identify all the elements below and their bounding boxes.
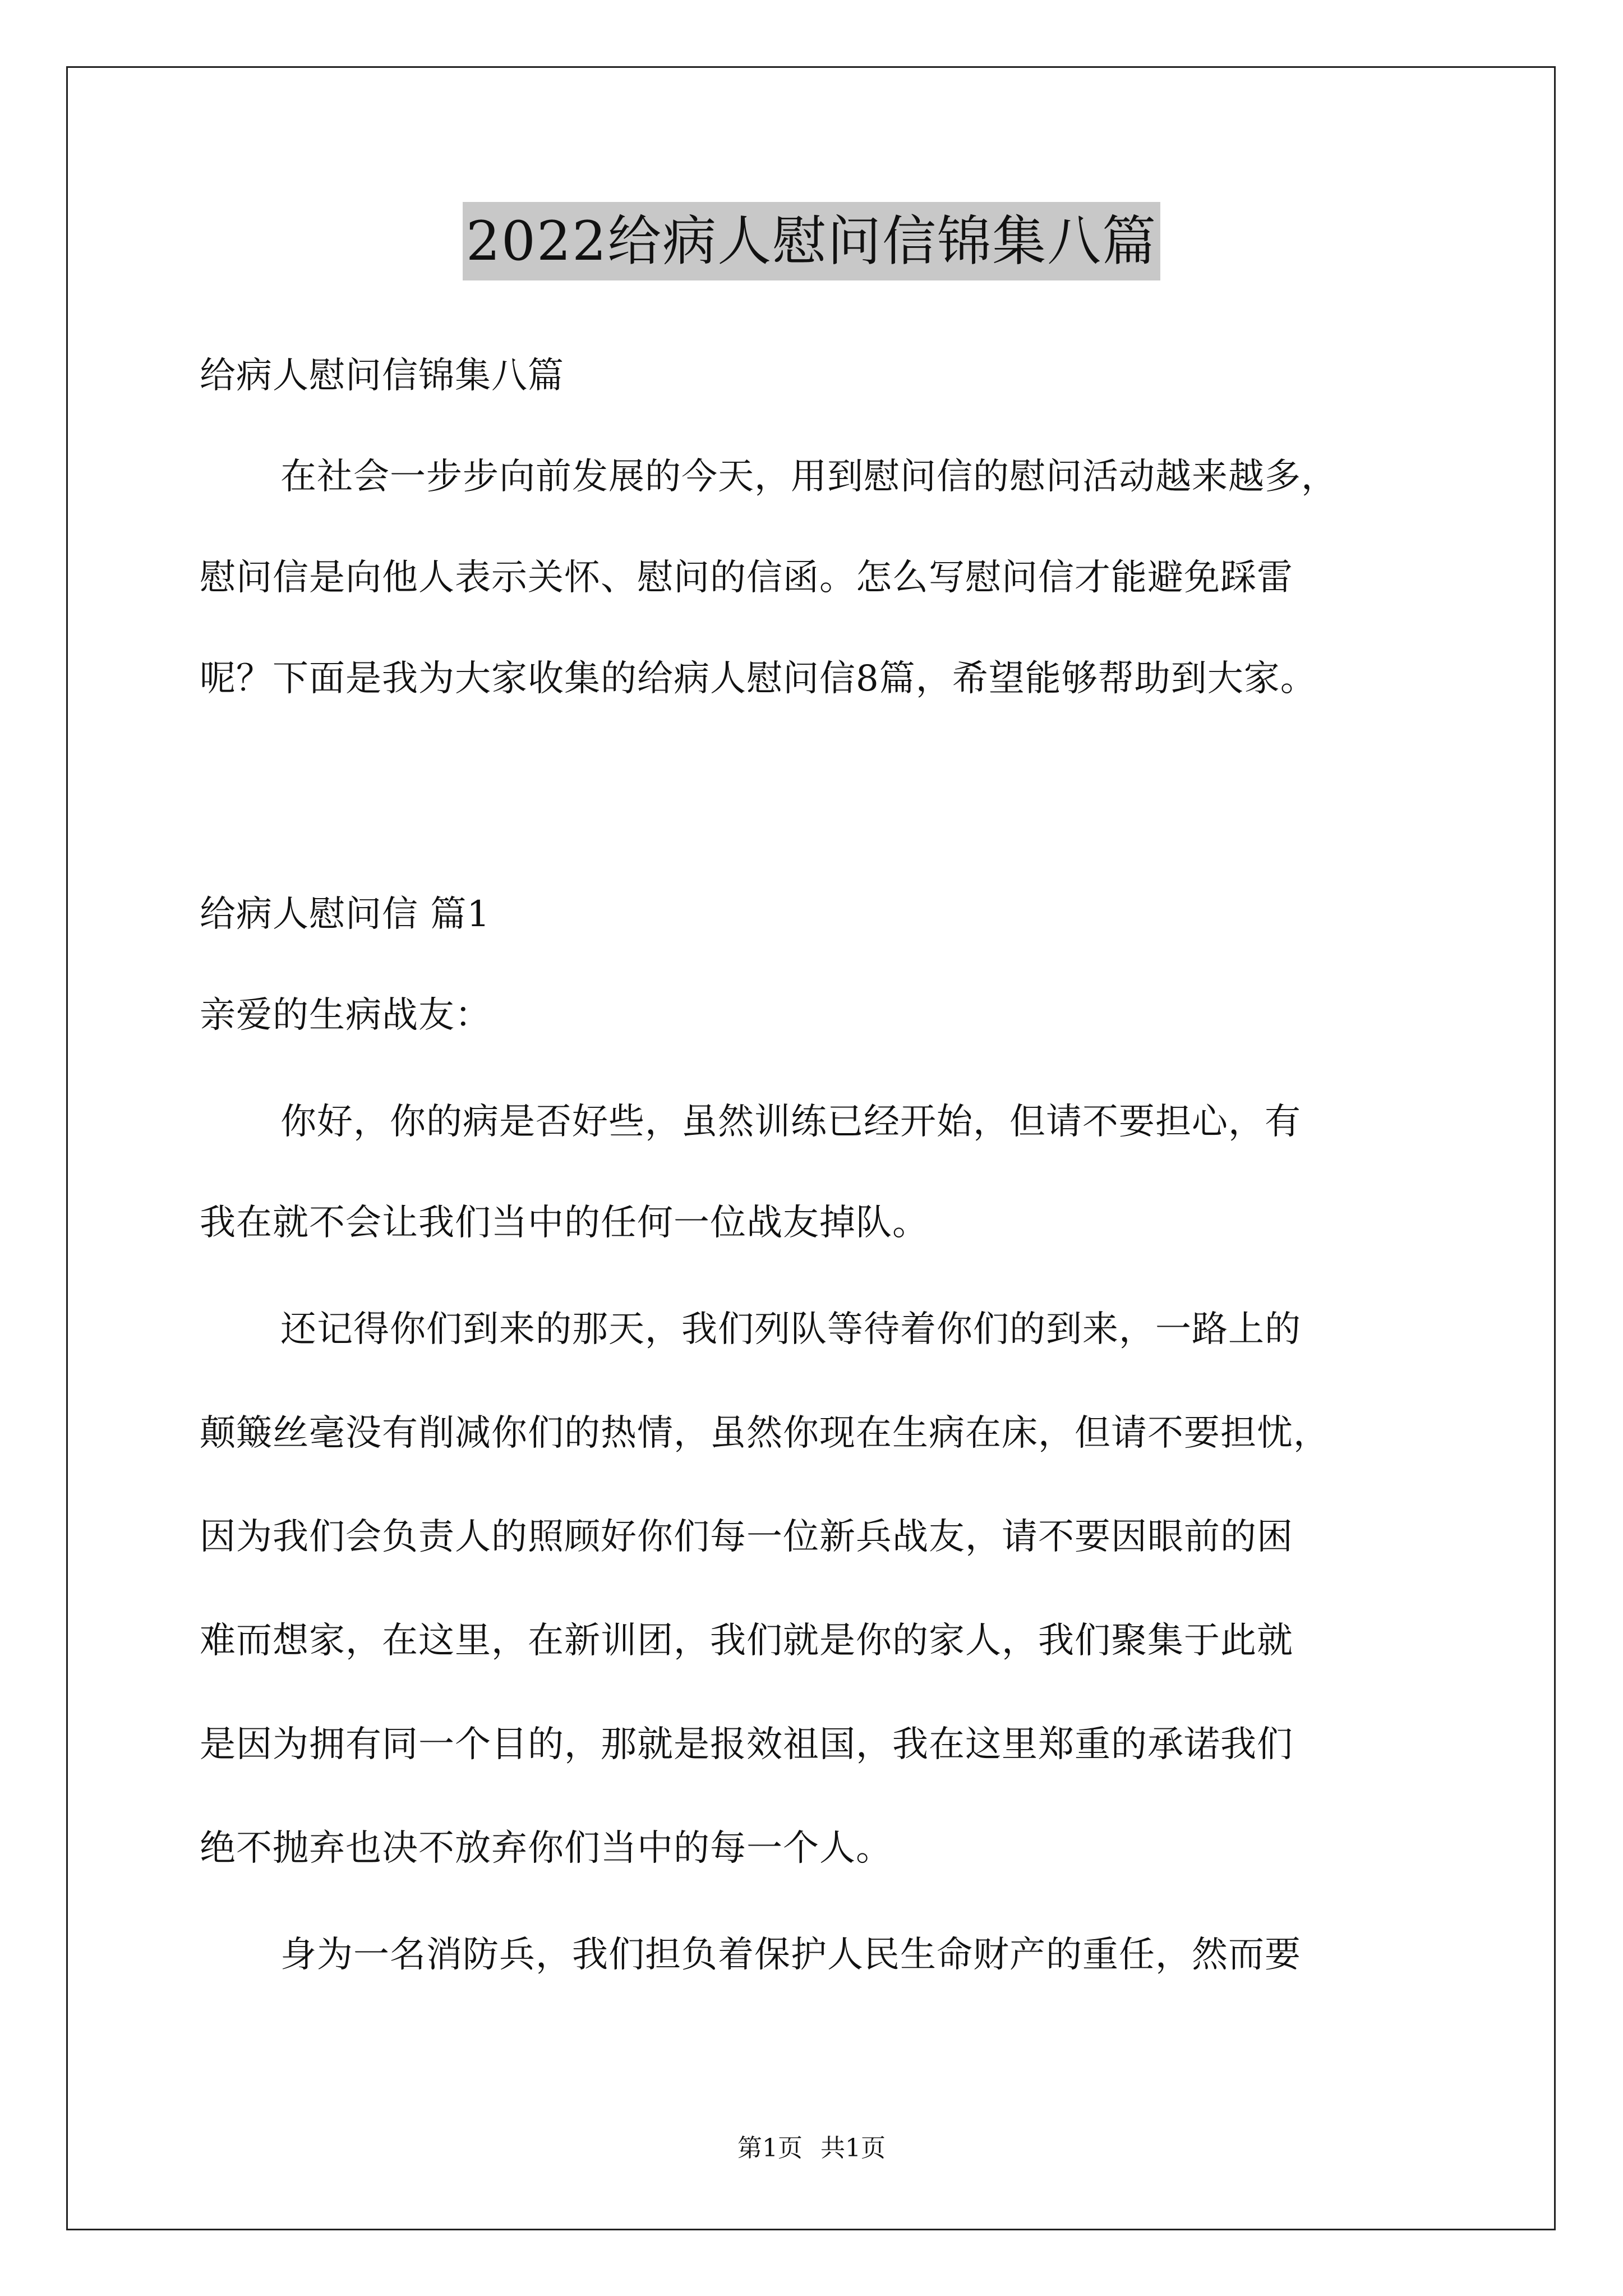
- salutation: 亲爱的生病战友：: [200, 995, 491, 1036]
- paragraph-line: 我在就不会让我们当中的任何一位战友掉队。: [200, 1202, 929, 1244]
- page-total: 共1页: [820, 2134, 886, 2162]
- paragraph-line: 你好，你的病是否好些，虽然训练已经开始，但请不要担心，有: [280, 1101, 1301, 1143]
- intro-line: 在社会一步步向前发展的今天，用到慰问信的慰问活动越来越多，: [280, 456, 1338, 498]
- document-subtitle: 给病人慰问信锦集八篇: [200, 355, 564, 397]
- paragraph-line: 身为一名消防兵，我们担负着保护人民生命财产的重任，然而要: [280, 1934, 1301, 1976]
- page-number: 第1页: [737, 2134, 803, 2162]
- paragraph-line: 还记得你们到来的那天，我们列队等待着你们的到来，一路上的: [280, 1309, 1301, 1350]
- intro-line: 呢？下面是我为大家收集的给病人慰问信8篇，希望能够帮助到大家。: [200, 658, 1317, 700]
- paragraph-line: 是因为拥有同一个目的，那就是报效祖国，我在这里郑重的承诺我们: [200, 1724, 1293, 1765]
- title-container: [0, 202, 1623, 280]
- paragraph-line: 因为我们会负责人的照顾好你们每一位新兵战友，请不要因眼前的困: [200, 1516, 1293, 1558]
- paragraph-line: 难而想家，在这里，在新训团，我们就是你的家人，我们聚集于此就: [200, 1620, 1293, 1662]
- document-title: 2022给病人慰问信锦集八篇: [463, 202, 1160, 280]
- page-footer: [0, 2132, 1623, 2165]
- paragraph-line: 颠簸丝毫没有削减你们的热情，虽然你现在生病在床，但请不要担忧，: [200, 1412, 1330, 1454]
- intro-line: 慰问信是向他人表示关怀、慰问的信函。怎么写慰问信才能避免踩雷: [200, 557, 1293, 599]
- section-heading: 给病人慰问信 篇1: [200, 894, 491, 935]
- paragraph-line: 绝不抛弃也决不放弃你们当中的每一个人。: [200, 1828, 892, 1869]
